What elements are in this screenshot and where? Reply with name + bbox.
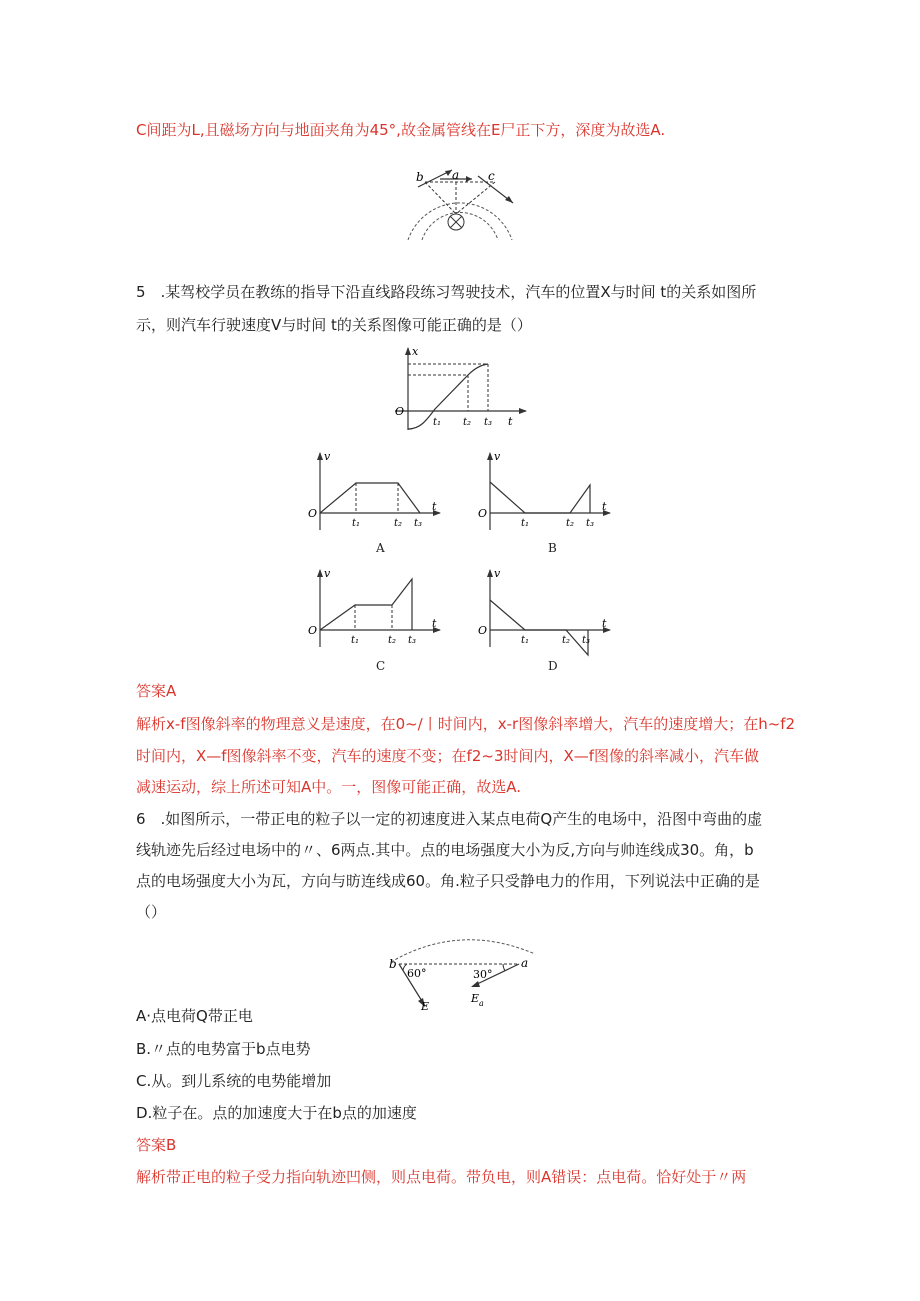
axis-label-v: v: [494, 567, 501, 580]
axis-label-t: t: [508, 415, 513, 428]
option-b: B.〃点的电势富于b点电势: [136, 1040, 311, 1058]
axis-label-v: v: [324, 567, 331, 580]
tick-t2: t₂: [562, 635, 571, 646]
origin-label: O: [478, 507, 488, 520]
vt-graph-a: [308, 450, 448, 535]
question-6-text: 6 .如图所示，一带正电的粒子以一定的初速度进入某点电荷Q产生的电场中，沿图中弯曲的虚: [136, 810, 763, 828]
xt-graph: [390, 345, 530, 435]
axis-label-t: t: [432, 617, 437, 630]
tick-t3: t₃: [484, 417, 493, 428]
label-b: b: [416, 170, 424, 184]
question-5-text-cont: 示，则汽车行驶速度V与时间 t的关系图像可能正确的是（）: [136, 316, 532, 334]
tick-t3: t₃: [408, 635, 417, 646]
tick-t1: t₁: [433, 417, 442, 428]
graph-label-b: B: [548, 541, 557, 555]
graph-label-a: A: [376, 541, 385, 555]
origin-label: O: [478, 624, 488, 637]
solution-text-line: C间距为L,且磁场方向与地面夹角为45°,故金属管线在E尸正下方，深度为故选A.: [136, 121, 666, 139]
tick-t1: t₁: [352, 518, 361, 529]
origin-label: O: [395, 405, 405, 418]
explanation-6-line1: 解析带正电的粒子受力指向轨迹凹侧，则点电荷。带负电，则A错误：点电荷。恰好处于〃两: [136, 1168, 747, 1186]
tick-t2: t₂: [388, 635, 397, 646]
axis-label-v: v: [494, 450, 501, 463]
graph-label-c: C: [376, 659, 386, 673]
tick-t2: t₂: [394, 518, 403, 529]
label-c: c: [488, 169, 495, 183]
tick-t1: t₁: [521, 635, 530, 646]
vt-graph-d: [478, 567, 618, 662]
option-d: D.粒子在。点的加速度大于在b点的加速度: [136, 1104, 417, 1122]
tick-t1: t₁: [521, 518, 530, 529]
axis-label-v: v: [324, 450, 331, 463]
tick-t1: t₁: [351, 635, 360, 646]
explanation-5-line2: 时间内，X—f图像斜率不变，汽车的速度不变；在f2~3时间内，X—f图像的斜率减小，汽车做: [136, 747, 760, 765]
axis-label-x: x: [412, 345, 419, 358]
magnetic-field-figure: [400, 165, 520, 245]
tick-t3: t₃: [414, 518, 423, 529]
tick-t3: t₃: [586, 518, 595, 529]
label-b: b: [389, 957, 397, 971]
option-a: A·点电荷Q带正电: [136, 1007, 253, 1025]
tick-t2: t₂: [463, 417, 472, 428]
question-6-text-cont2: 点的电场强度大小为瓦，方向与昉连线成60。角.粒子只受静电力的作用，下列说法中正确的是: [136, 872, 760, 890]
answer-6: 答案B: [136, 1136, 177, 1154]
answer-5: 答案A: [136, 682, 177, 700]
explanation-5-line3: 减速运动，综上所述可知A中。一，图像可能正确，故选A.: [136, 778, 522, 796]
angle-60: 60°: [407, 967, 427, 980]
tick-t2: t₂: [566, 518, 575, 529]
question-6-text-cont1: 线轨迹先后经过电场中的〃、6两点.其中。点的电场强度大小为反,方向与帅连线成30。角，b: [136, 841, 754, 859]
tick-t3: t₃: [582, 635, 591, 646]
vt-graph-c: [308, 567, 448, 652]
label-Ea: E: [471, 992, 480, 1005]
explanation-5-line1: 解析x-f图像斜率的物理意义是速度，在0~∕丨时间内，x-r图像斜率增大，汽车的速度增大；在h~f2: [136, 715, 796, 733]
vt-graph-b: [478, 450, 618, 535]
axis-label-t: t: [602, 617, 607, 630]
label-Ea-sub: a: [479, 999, 484, 1008]
axis-label-t: t: [432, 500, 437, 513]
angle-30: 30°: [473, 968, 493, 981]
question-5-text: 5 .某驾校学员在教练的指导下沿直线路段练习驾驶技术，汽车的位置X与时间 t的关系如图所: [136, 283, 757, 301]
graph-label-d: D: [548, 659, 558, 673]
electric-field-figure: [385, 940, 545, 1013]
label-Eb: E: [421, 1000, 430, 1013]
question-6-text-cont3: （）: [136, 903, 167, 921]
option-c: C.从。到儿系统的电势能增加: [136, 1072, 332, 1090]
origin-label: O: [308, 624, 318, 637]
label-a: a: [452, 168, 460, 182]
axis-label-t: t: [602, 500, 607, 513]
label-a: a: [521, 956, 529, 970]
origin-label: O: [308, 507, 318, 520]
